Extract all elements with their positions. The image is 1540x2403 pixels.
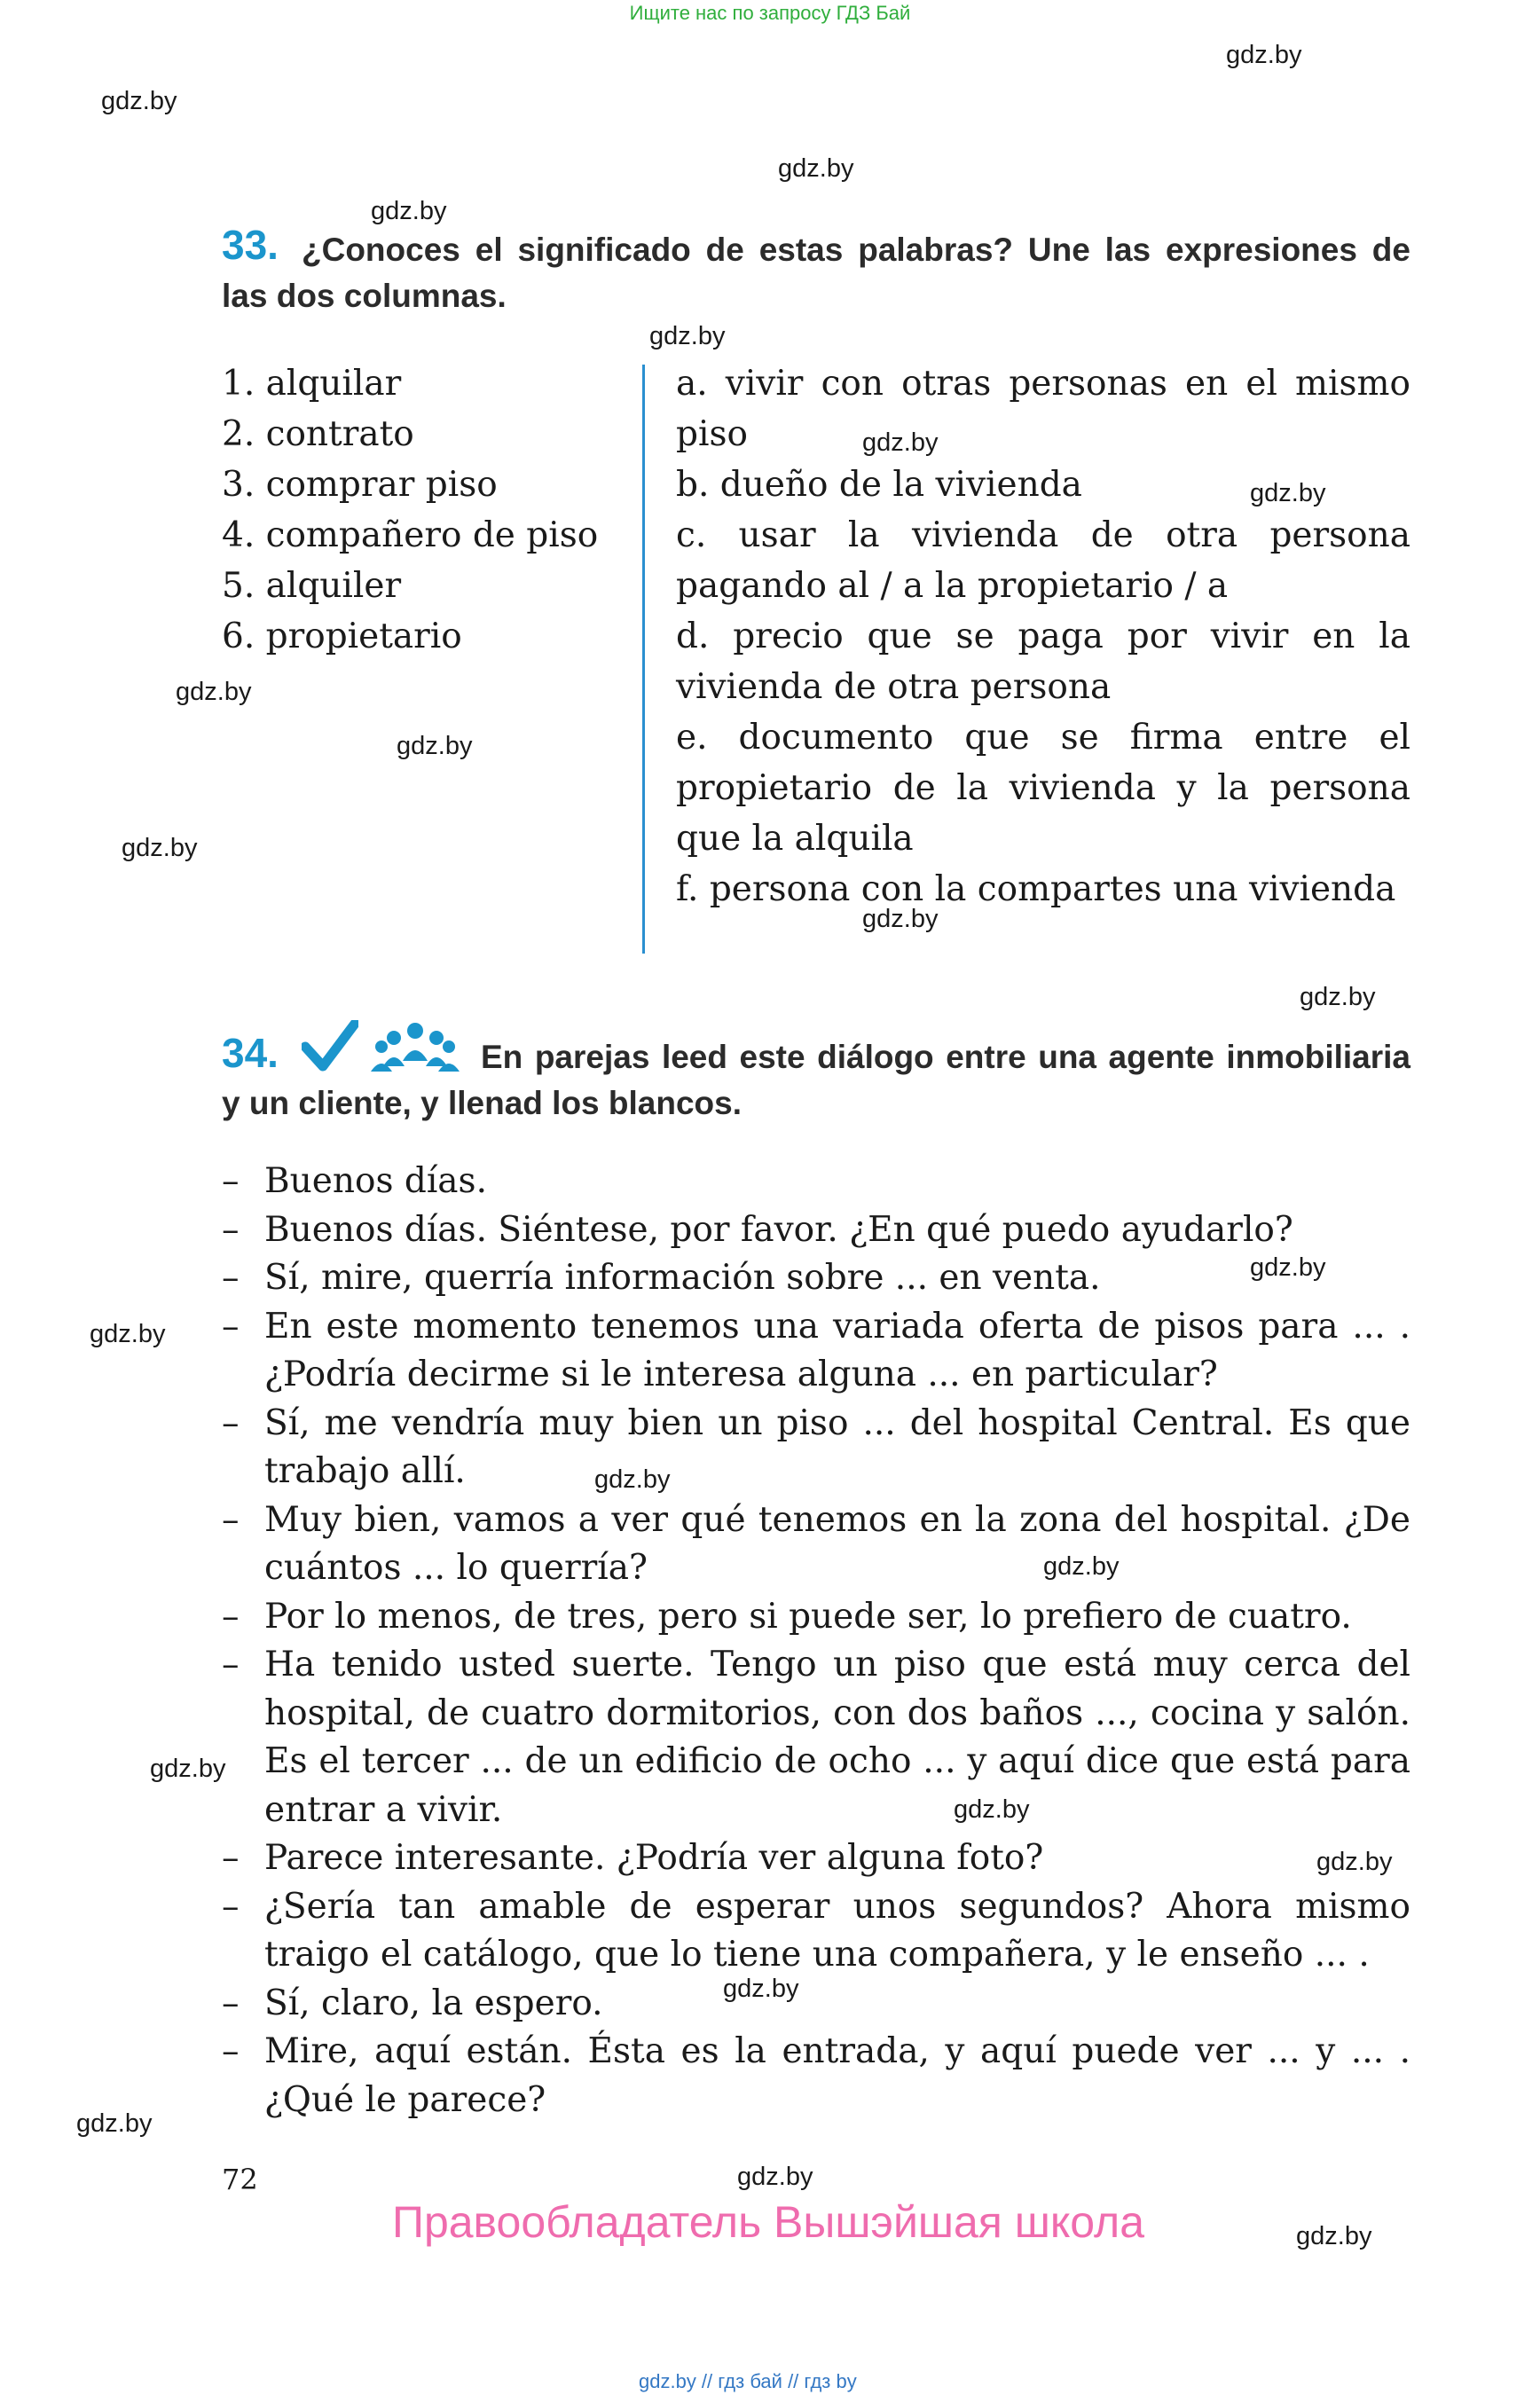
- exercise-34-instruction: En parejas leed este diálogo entre una agente inmobiliaria y un cliente, y llenad los blancos.: [222, 1039, 1410, 1121]
- exercise-33-number: 33.: [222, 222, 279, 268]
- dialogue-line: – Sí, mire, querría información sobre ... en venta.: [222, 1254, 1410, 1303]
- watermark: gdz.by: [594, 1465, 671, 1494]
- exercise-33-instruction: 33. ¿Conoces el significado de estas palabras? Une las expresiones de las dos columnas.: [222, 222, 1410, 314]
- right-item: d. precio que se paga por vivir en la vivienda de otra persona: [676, 616, 1410, 707]
- dialogue-dash: –: [222, 1983, 240, 2023]
- watermark: gdz.by: [150, 1755, 226, 1783]
- dialogue-dash: –: [222, 1838, 240, 1878]
- watermark: gdz.by: [397, 732, 473, 760]
- dialogue-dash: –: [222, 1499, 240, 1540]
- dialogue: [222, 1158, 1410, 2124]
- dialogue-line: – Muy bien, vamos a ver qué tenemos en la zona del hospital. ¿De cuántos ... lo querría?: [222, 1496, 1410, 1593]
- exercise-34-number: 34.: [222, 1030, 279, 1076]
- dialogue-dash: –: [222, 1596, 240, 1637]
- footer-links[interactable]: gdz.by // гдз бай // гдз by: [639, 2370, 857, 2392]
- watermark: gdz.by: [649, 322, 726, 350]
- left-column: [222, 358, 630, 662]
- watermark: gdz.by: [76, 2109, 153, 2138]
- dialogue-dash: –: [222, 1645, 240, 1684]
- watermark: gdz.by: [371, 197, 447, 225]
- dialogue-line: – Sí, me vendría muy bien un piso ... del hospital Central. Es que trabajo allí.: [222, 1400, 1410, 1496]
- watermark: gdz.by: [1250, 479, 1326, 507]
- left-item: 4. compañero de piso: [222, 515, 599, 555]
- watermark: gdz.by: [1043, 1552, 1120, 1581]
- right-item: f. persona con la compartes una vivienda: [676, 869, 1396, 909]
- column-divider: [642, 365, 645, 954]
- dialogue-dash: –: [222, 2031, 240, 2071]
- watermark: gdz.by: [1300, 983, 1376, 1011]
- watermark: gdz.by: [954, 1795, 1030, 1824]
- watermark: gdz.by: [90, 1320, 166, 1348]
- dialogue-line: – En este momento tenemos una variada oferta de pisos para ... . ¿Podría decirme si le interesa alguna ... en particular?: [222, 1303, 1410, 1400]
- left-item: 6. propietario: [222, 616, 462, 656]
- right-item: c. usar la vivienda de otra persona pagando al / a la propietario / a: [676, 515, 1410, 606]
- right-item: b. dueño de la vivienda: [676, 465, 1082, 505]
- watermark: gdz.by: [101, 87, 177, 115]
- dialogue-dash: –: [222, 1161, 240, 1201]
- watermark: gdz.by: [176, 678, 252, 706]
- right-column: [676, 358, 1410, 915]
- watermark: gdz.by: [1226, 41, 1302, 69]
- left-item: 5. alquiler: [222, 566, 402, 606]
- dialogue-dash: –: [222, 1306, 240, 1347]
- dialogue-line: – Sí, claro, la espero.: [222, 1980, 1410, 2029]
- top-banner[interactable]: Ищите нас по запросу ГДЗ Бай: [629, 2, 911, 24]
- watermark: gdz.by: [778, 154, 854, 183]
- dialogue-dash: –: [222, 1258, 240, 1298]
- right-item: e. documento que se firma entre el propietario de la vivienda y la persona que la alquila: [676, 718, 1410, 859]
- watermark: gdz.by: [862, 428, 939, 457]
- dialogue-line: – Mire, aquí están. Ésta es la entrada, y aquí puede ver ... y ... . ¿Qué le parece?: [222, 2028, 1410, 2124]
- dialogue-dash: –: [222, 1209, 240, 1250]
- copyright-notice: Правообладатель Вышэйшая школа: [392, 2197, 1144, 2247]
- dialogue-line: – Buenos días.: [222, 1158, 1410, 1206]
- dialogue-line: – Por lo menos, de tres, pero si puede ser, lo prefiero de cuatro.: [222, 1593, 1410, 1642]
- left-item: 3. comprar piso: [222, 465, 498, 505]
- page-number: 72: [222, 2163, 258, 2196]
- exercise-33-header: [222, 222, 1410, 319]
- watermark: gdz.by: [723, 1975, 799, 2003]
- watermark: gdz.by: [122, 834, 198, 862]
- watermark: gdz.by: [1296, 2222, 1372, 2250]
- watermark: gdz.by: [737, 2163, 813, 2191]
- dialogue-line: – Buenos días. Siéntese, por favor. ¿En qué puedo ayudarlo?: [222, 1206, 1410, 1255]
- right-item: a. vivir con otras personas en el mismo piso: [676, 364, 1410, 454]
- watermark: gdz.by: [862, 905, 939, 933]
- left-item: 1. alquilar: [222, 364, 402, 404]
- left-item: 2. contrato: [222, 414, 414, 454]
- watermark: gdz.by: [1316, 1848, 1393, 1876]
- dialogue-line: – ¿Sería tan amable de esperar unos segundos? Ahora mismo traigo el catálogo, que lo tiene una compañera, y le enseño ... .: [222, 1883, 1410, 1980]
- dialogue-line: – Parece interesante. ¿Podría ver alguna foto?: [222, 1834, 1410, 1883]
- dialogue-dash: –: [222, 1402, 240, 1443]
- dialogue-line: – Ha tenido usted suerte. Tengo un piso que está muy cerca del hospital, de cuatro dormitorios, con dos baños ..., cocina y salón. Es el tercer ... de un edificio de ocho ... y aquí dice que está para entrar a vivir.: [222, 1641, 1410, 1834]
- dialogue-dash: –: [222, 1886, 240, 1927]
- watermark: gdz.by: [1250, 1253, 1326, 1282]
